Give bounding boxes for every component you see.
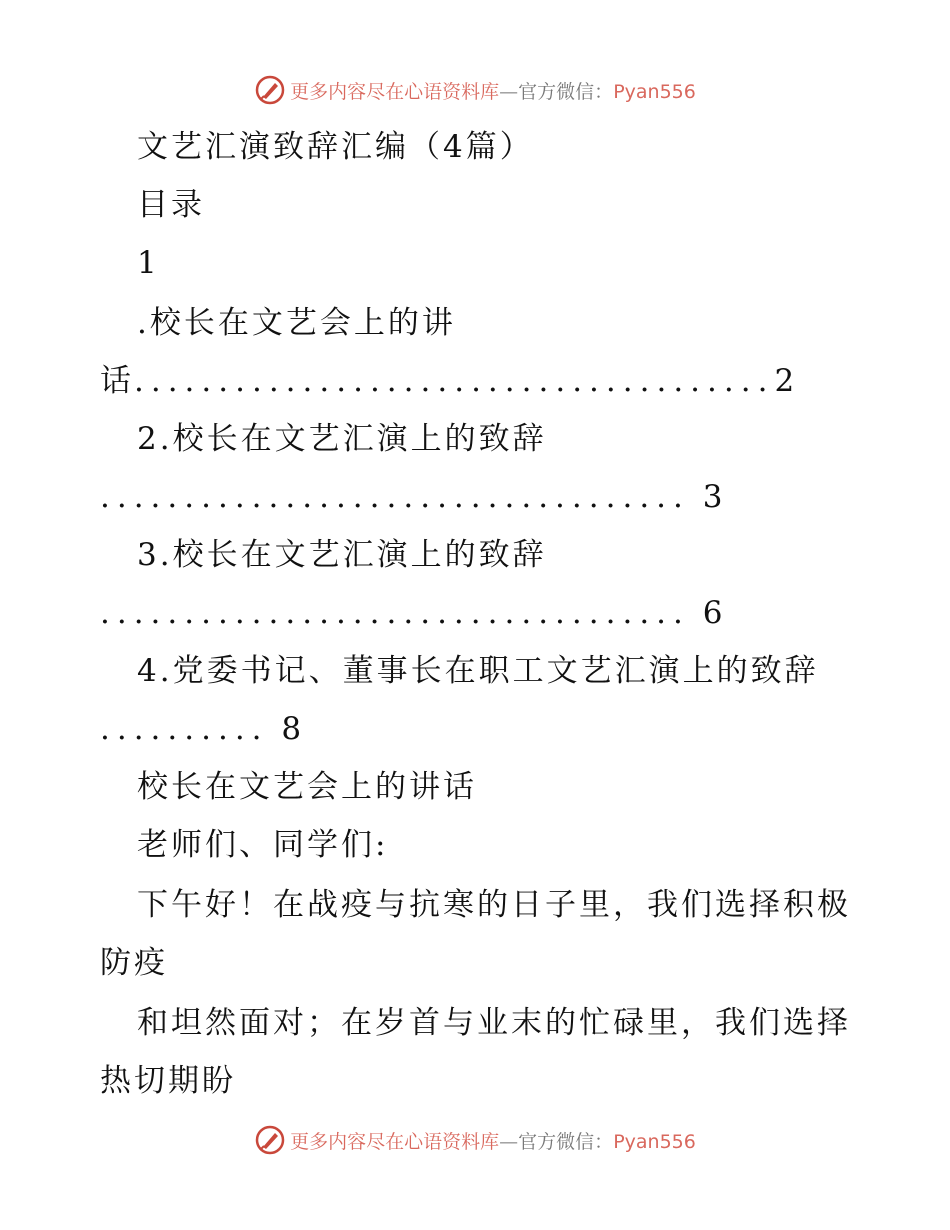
toc-item-2-text: 2.校长在文艺汇演上的致辞: [137, 421, 547, 457]
toc-item-4-page: 8: [281, 711, 302, 747]
toc-item-3-text: 3.校长在文艺汇演上的致辞: [137, 537, 547, 573]
section-title: 校长在文艺会上的讲话: [137, 769, 477, 805]
watermark-banner-bottom: [0, 1120, 950, 1160]
paragraph-2-line-1: 和坦然面对；在岁首与业末的忙碌里，我们选择: [137, 1005, 851, 1041]
paragraph-1-line-2: 防疫: [100, 945, 168, 981]
toc-item-1-wrap: 话: [100, 363, 134, 399]
toc-heading: 目录: [137, 187, 205, 223]
toc-item-2-page: 3: [702, 479, 723, 515]
toc-item-4-dots: ..........: [100, 711, 269, 747]
toc-item-4-text: 4.党委书记、董事长在职工文艺汇演上的致辞: [137, 653, 819, 689]
toc-item-1-text: .校长在文艺会上的讲: [137, 305, 456, 341]
toc-item-3-leader: [0, 588, 950, 638]
toc-item-3-page: 6: [702, 595, 723, 631]
paragraph-1-line-1: 下午好！在战疫与抗寒的日子里，我们选择积极: [137, 887, 851, 923]
toc-item-1-number: 1: [137, 245, 160, 281]
paragraph-2-line-2: 热切期盼: [100, 1063, 236, 1099]
toc-item-3-dots: ...................................: [100, 595, 690, 631]
toc-item-1-page: 2: [774, 363, 795, 399]
pen-logo-icon: [254, 1124, 286, 1156]
toc-item-4-leader: [0, 704, 950, 754]
toc-item-2-leader: [0, 472, 950, 522]
watermark-text: 更多内容尽在心语资料库—官方微信：Pyan556: [290, 1130, 696, 1153]
watermark-banner-top: [0, 70, 950, 110]
toc-item-1-leader: [0, 356, 950, 406]
toc-item-2-dots: ...................................: [100, 479, 690, 515]
pen-logo-icon: [254, 74, 286, 106]
document-title: 文艺汇演致辞汇编（4篇）: [137, 129, 534, 165]
watermark-text: 更多内容尽在心语资料库—官方微信：Pyan556: [290, 80, 696, 103]
salutation: 老师们、同学们:: [137, 827, 389, 863]
toc-item-1-dots: ......................................: [134, 363, 775, 399]
